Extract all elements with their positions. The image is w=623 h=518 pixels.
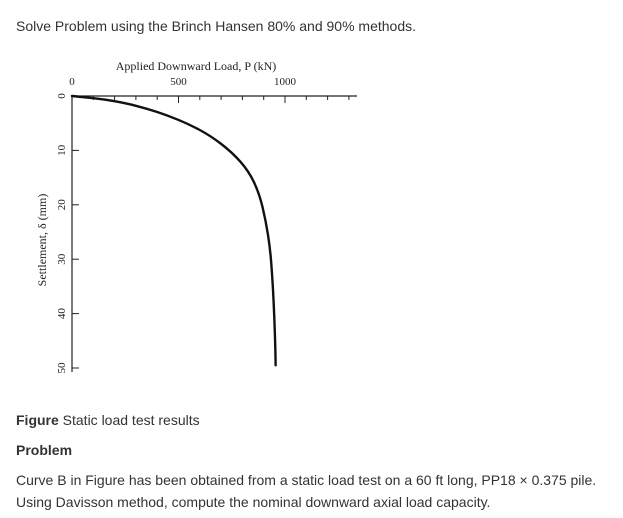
figure-caption bbox=[16, 412, 200, 428]
intro-text: Solve Problem using the Brinch Hansen 80% and 90% methods. bbox=[16, 18, 417, 34]
x-axis-label: Applied Downward Load, P (kN) bbox=[115, 59, 277, 73]
y-tick-label: 50 bbox=[56, 362, 68, 374]
y-tick-label: 20 bbox=[56, 199, 68, 211]
figure-caption-text: Static load test results bbox=[58, 412, 200, 428]
y-tick-label: 40 bbox=[56, 308, 68, 320]
problem-body: Curve B in Figure has been obtained from a static load test on a 60 ft long, PP18 × 0.375 pile. Using Davisson method, compute the nominal downward axial load capacity. bbox=[16, 472, 597, 510]
x-tick-label: 500 bbox=[170, 76, 187, 88]
x-tick-label: 1000 bbox=[274, 76, 296, 88]
y-tick-label: 30 bbox=[56, 253, 68, 265]
load-settlement-curve bbox=[72, 96, 276, 365]
chart-layer bbox=[35, 59, 357, 374]
x-tick-label: 0 bbox=[69, 76, 75, 88]
y-tick-label: 0 bbox=[56, 93, 68, 99]
figure-caption-label: Figure bbox=[16, 412, 59, 428]
y-tick-label: 10 bbox=[56, 144, 68, 156]
y-axis-label: Settlement, δ (mm) bbox=[35, 193, 49, 287]
problem-heading: Problem bbox=[16, 442, 73, 458]
